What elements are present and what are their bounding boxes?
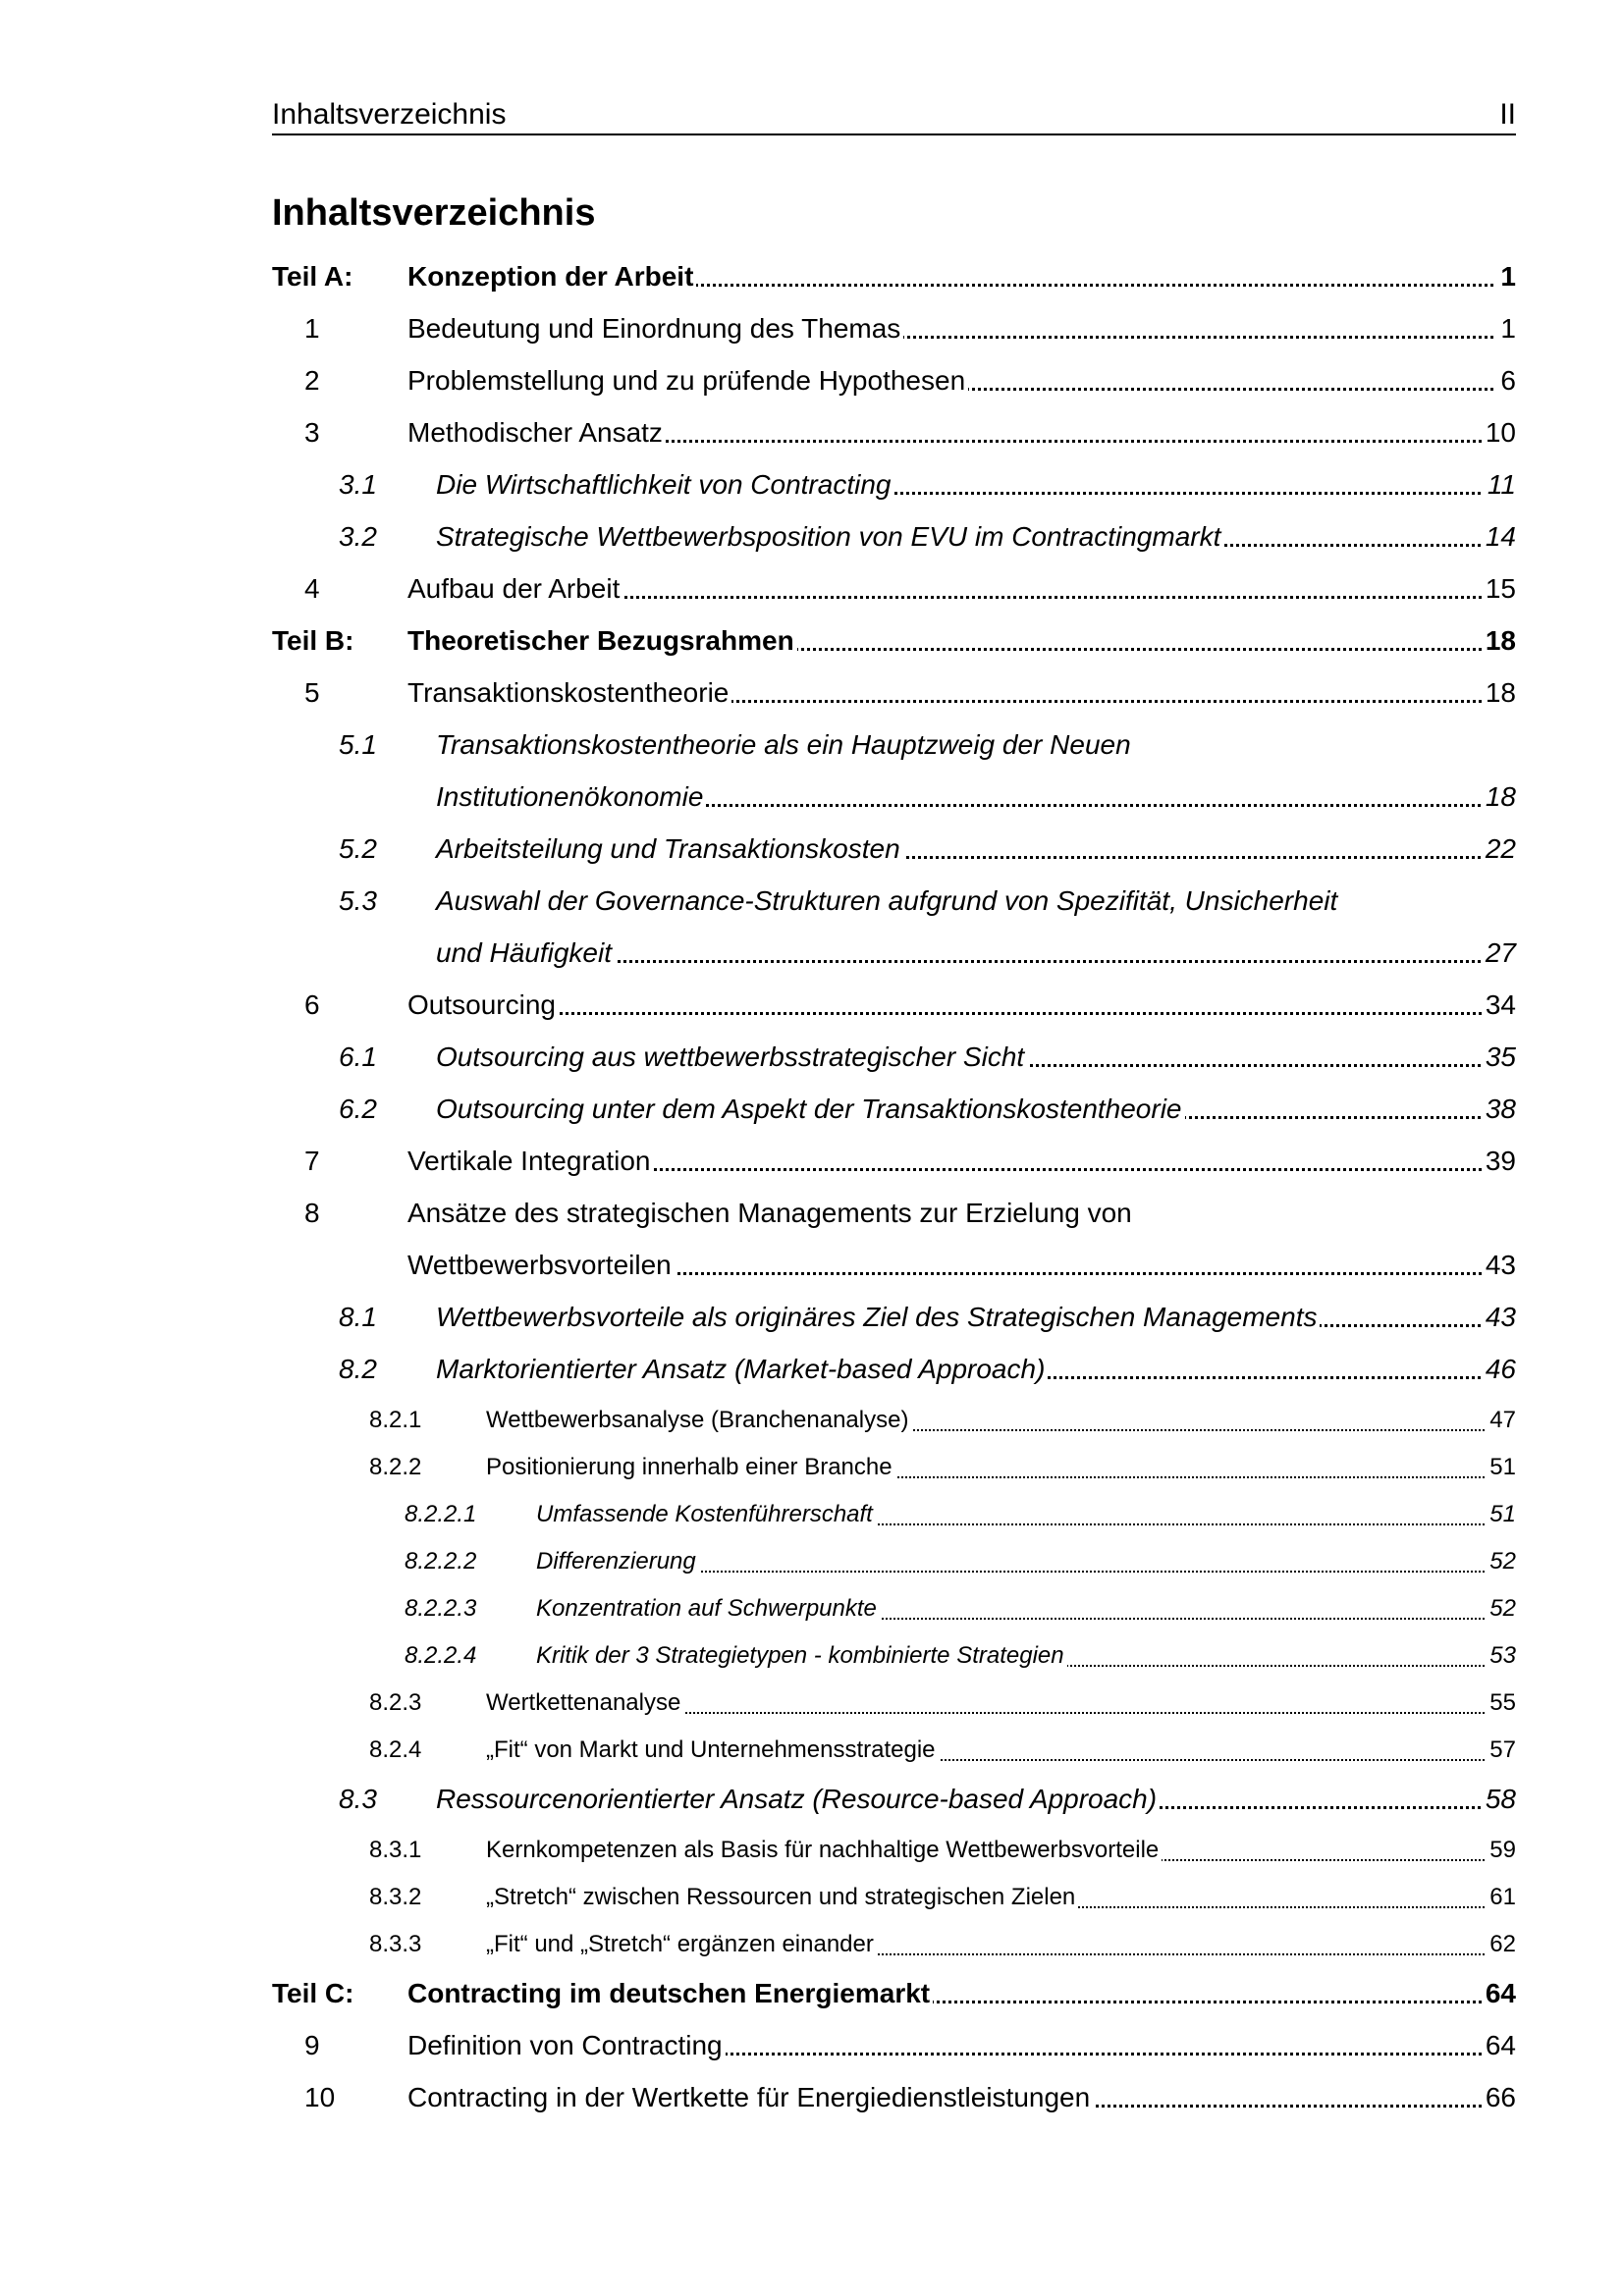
toc-entry[interactable] xyxy=(486,1683,1516,1723)
toc-entry-page: 10 xyxy=(1482,413,1516,453)
toc-entry[interactable] xyxy=(436,517,1516,557)
toc-label: 8.3.1 xyxy=(369,1837,422,1863)
toc-entry[interactable] xyxy=(407,621,1516,661)
toc-entry-page: 22 xyxy=(1482,829,1516,869)
toc-entry-title: Umfassende Kostenführerschaft xyxy=(536,1495,876,1534)
toc-label: 10 xyxy=(304,2082,336,2112)
toc-entry[interactable] xyxy=(407,413,1516,453)
toc-label: 5.1 xyxy=(339,729,377,760)
page-title: Inhaltsverzeichnis xyxy=(272,192,596,234)
toc-entry[interactable] xyxy=(436,1298,1516,1337)
toc-entry[interactable] xyxy=(536,1636,1516,1676)
toc-entry[interactable] xyxy=(407,2026,1516,2065)
toc-label: 5 xyxy=(304,677,320,708)
toc-entry-page: 51 xyxy=(1486,1495,1516,1534)
toc-entry-title: Auswahl der Governance-Strukturen aufgrund von Spezifität, Unsicherheit xyxy=(436,885,1338,916)
toc-entry[interactable] xyxy=(436,777,1516,817)
toc-label: 2 xyxy=(304,365,320,396)
toc-entry-title: Problemstellung und zu prüfende Hypothesen xyxy=(407,361,968,400)
toc-entry-page: 59 xyxy=(1486,1831,1516,1870)
toc-label: 6.1 xyxy=(339,1041,377,1072)
toc-entry-title: Transaktionskostentheorie xyxy=(407,673,731,713)
toc-entry-title: „Stretch“ zwischen Ressourcen und strategischen Zielen xyxy=(486,1878,1078,1917)
toc-entry[interactable] xyxy=(486,1401,1516,1440)
toc-entry-title: Methodischer Ansatz xyxy=(407,413,666,453)
running-header-title: Inhaltsverzeichnis xyxy=(272,98,507,131)
toc-entry-page: 39 xyxy=(1482,1142,1516,1181)
toc-entry-title: Ansätze des strategischen Managements zur Erzielung von xyxy=(407,1198,1132,1228)
toc-entry-page: 18 xyxy=(1482,777,1516,817)
toc-label: 8.2.1 xyxy=(369,1407,422,1433)
toc-entry-page: 58 xyxy=(1482,1780,1516,1819)
toc-entry-page: 51 xyxy=(1486,1448,1516,1487)
toc-entry[interactable] xyxy=(407,986,1516,1025)
dot-leader xyxy=(407,1012,1516,1015)
toc-entry-title: Wettbewerbsvorteile als originäres Ziel des Strategischen Managements xyxy=(436,1298,1320,1337)
toc-entry-title: Contracting im deutschen Energiemarkt xyxy=(407,1974,933,2013)
toc-entry-title: Kernkompetenzen als Basis für nachhaltige Wettbewerbsvorteile xyxy=(486,1831,1162,1870)
toc-entry-title: Kritik der 3 Strategietypen - kombinierte Strategien xyxy=(536,1636,1067,1676)
toc-label: 8.3.3 xyxy=(369,1931,422,1957)
toc-entry[interactable] xyxy=(536,1589,1516,1629)
toc-label: 4 xyxy=(304,573,320,604)
toc-entry-page: 62 xyxy=(1486,1925,1516,1964)
toc-entry-page: 35 xyxy=(1482,1038,1516,1077)
toc-entry-title: „Fit“ von Markt und Unternehmensstrategie xyxy=(486,1731,939,1770)
toc-entry-title: Theoretischer Bezugsrahmen xyxy=(407,621,797,661)
toc-label: 8.2 xyxy=(339,1354,377,1384)
toc-entry-page: 27 xyxy=(1482,934,1516,973)
toc-entry[interactable] xyxy=(407,361,1516,400)
toc-entry[interactable] xyxy=(436,1090,1516,1129)
toc-entry-page: 46 xyxy=(1482,1350,1516,1389)
toc-entry-title-continuation: Institutionenökonomie xyxy=(436,777,706,817)
toc-entry-page: 14 xyxy=(1482,517,1516,557)
toc-entry-page: 43 xyxy=(1482,1246,1516,1285)
toc-entry-title: Vertikale Integration xyxy=(407,1142,654,1181)
toc-entry-title: Arbeitsteilung und Transaktionskosten xyxy=(436,829,903,869)
toc-entry-title: Die Wirtschaftlichkeit von Contracting xyxy=(436,465,893,505)
toc-label: 6.2 xyxy=(339,1094,377,1124)
toc-entry[interactable] xyxy=(407,1974,1516,2013)
toc-entry-title: Strategische Wettbewerbsposition von EVU im Contractingmarkt xyxy=(436,517,1223,557)
toc-entry-title: Positionierung innerhalb einer Branche xyxy=(486,1448,895,1487)
toc-label: 3.1 xyxy=(339,469,377,500)
toc-entry[interactable] xyxy=(486,1448,1516,1487)
toc-label: 6 xyxy=(304,989,320,1020)
toc-label: 8.3.2 xyxy=(369,1884,422,1910)
toc-entry[interactable] xyxy=(486,1831,1516,1870)
toc-label: 8.2.3 xyxy=(369,1689,422,1716)
toc-entry[interactable] xyxy=(486,1878,1516,1917)
toc-entry-title: Outsourcing aus wettbewerbsstrategischer Sicht xyxy=(436,1038,1027,1077)
toc-entry-page: 43 xyxy=(1482,1298,1516,1337)
toc-entry-title: Differenzierung xyxy=(536,1542,699,1581)
toc-label: 5.3 xyxy=(339,885,377,916)
toc-label: 8.2.2.3 xyxy=(405,1595,477,1622)
toc-label: 8.2.2 xyxy=(369,1454,422,1480)
running-header-page-number: II xyxy=(1499,98,1516,131)
toc-entry-title-continuation: Wettbewerbsvorteilen xyxy=(407,1246,675,1285)
toc-entry-title: Bedeutung und Einordnung des Themas xyxy=(407,309,903,348)
toc-label: Teil B: xyxy=(272,625,354,656)
toc-entry[interactable] xyxy=(536,1495,1516,1534)
toc-entry-page: 57 xyxy=(1486,1731,1516,1770)
toc-entry[interactable] xyxy=(436,829,1516,869)
toc-entry[interactable] xyxy=(407,309,1516,348)
toc-entry[interactable] xyxy=(536,1542,1516,1581)
toc-label: 8.2.4 xyxy=(369,1736,422,1763)
toc-label: 7 xyxy=(304,1146,320,1176)
toc-entry-page: 11 xyxy=(1484,465,1516,505)
toc-entry-page: 15 xyxy=(1482,569,1516,609)
toc-entry[interactable] xyxy=(486,1925,1516,1964)
toc-entry[interactable] xyxy=(407,1246,1516,1285)
toc-label: 8.2.2.4 xyxy=(405,1642,477,1669)
toc-entry-page: 38 xyxy=(1482,1090,1516,1129)
toc-entry-page: 64 xyxy=(1482,2026,1516,2065)
toc-entry[interactable] xyxy=(407,257,1516,296)
toc-entry-title-continuation: und Häufigkeit xyxy=(436,934,615,973)
toc-entry[interactable] xyxy=(436,934,1516,973)
toc-entry[interactable] xyxy=(436,1350,1516,1389)
toc-label: 3 xyxy=(304,417,320,448)
toc-entry-page: 18 xyxy=(1482,621,1516,661)
toc-entry[interactable] xyxy=(407,569,1516,609)
toc-label: 8.1 xyxy=(339,1302,377,1332)
toc-entry[interactable] xyxy=(407,673,1516,713)
toc-entry-title: Outsourcing unter dem Aspekt der Transaktionskostentheorie xyxy=(436,1090,1185,1129)
toc-label: 5.2 xyxy=(339,833,377,864)
toc-entry-title: Transaktionskostentheorie als ein Hauptzweig der Neuen xyxy=(436,729,1131,760)
toc-entry-title: Marktorientierter Ansatz (Market-based Approach) xyxy=(436,1350,1048,1389)
toc-label: 1 xyxy=(304,313,320,344)
toc-label: 8 xyxy=(304,1198,320,1228)
toc-label: Teil C: xyxy=(272,1978,354,2008)
toc-entry-page: 64 xyxy=(1482,1974,1516,2013)
toc-entry-page: 52 xyxy=(1486,1589,1516,1629)
toc-entry-title: Definition von Contracting xyxy=(407,2026,726,2065)
toc-label: 9 xyxy=(304,2030,320,2060)
toc-entry-page: 18 xyxy=(1482,673,1516,713)
toc-entry[interactable] xyxy=(436,1780,1516,1819)
toc-entry-title: „Fit“ und „Stretch“ ergänzen einander xyxy=(486,1925,877,1964)
toc-entry-page: 6 xyxy=(1496,361,1516,400)
toc-entry[interactable] xyxy=(407,2078,1516,2117)
toc-entry-page: 47 xyxy=(1486,1401,1516,1440)
toc-entry-page: 66 xyxy=(1482,2078,1516,2117)
toc-label: Teil A: xyxy=(272,261,353,292)
toc-entry[interactable] xyxy=(407,1142,1516,1181)
toc-entry-title: Wettbewerbsanalyse (Branchenanalyse) xyxy=(486,1401,911,1440)
toc-entry-page: 1 xyxy=(1496,309,1516,348)
toc-entry-title: Contracting in der Wertkette für Energiedienstleistungen xyxy=(407,2078,1093,2117)
toc-entry[interactable] xyxy=(486,1731,1516,1770)
toc-entry-page: 1 xyxy=(1496,257,1516,296)
toc-entry-title: Ressourcenorientierter Ansatz (Resource-based Approach) xyxy=(436,1780,1160,1819)
toc-entry-page: 55 xyxy=(1486,1683,1516,1723)
toc-entry-title: Aufbau der Arbeit xyxy=(407,569,622,609)
toc-entry-title: Konzeption der Arbeit xyxy=(407,257,696,296)
toc-entry-page: 53 xyxy=(1486,1636,1516,1676)
toc-label: 8.2.2.2 xyxy=(405,1548,477,1575)
toc-entry[interactable] xyxy=(436,465,1516,505)
toc-label: 3.2 xyxy=(339,521,377,552)
toc-entry-title: Wertkettenanalyse xyxy=(486,1683,683,1723)
toc-entry-title: Outsourcing xyxy=(407,986,559,1025)
toc-label: 8.2.2.1 xyxy=(405,1501,477,1527)
toc-entry-page: 34 xyxy=(1482,986,1516,1025)
toc-entry[interactable] xyxy=(436,1038,1516,1077)
toc-entry-page: 52 xyxy=(1486,1542,1516,1581)
toc-label: 8.3 xyxy=(339,1784,377,1814)
toc-entry-page: 61 xyxy=(1486,1878,1516,1917)
toc-entry-title: Konzentration auf Schwerpunkte xyxy=(536,1589,880,1629)
